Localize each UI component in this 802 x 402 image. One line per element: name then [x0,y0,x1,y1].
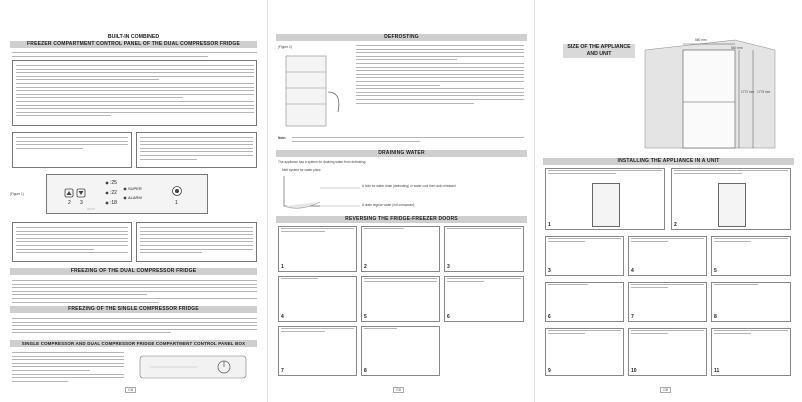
install-step-9-number: 9 [548,368,551,374]
install-step-11 [711,328,791,376]
reverse-step-1-number: 1 [281,264,284,270]
reverse-step-3 [444,226,524,272]
install-step-2 [671,168,791,230]
dim-width: 560 mm [695,38,707,42]
freezer-panel-heading: FREEZER COMPARTMENT CONTROL PANEL OF THE DUAL COMPRESSOR FRIDGE [10,41,257,48]
draining-heading: DRAINING WATER [276,150,527,157]
info-box-left [12,132,132,168]
page-number-left: GB [125,387,136,393]
reverse-step-5 [361,276,440,322]
reversing-heading: REVERSING THE FRIDGE-FREEZER DOORS [276,216,527,223]
reverse-step-2 [361,226,440,272]
figure-2-label: (Figure 2) [278,45,292,49]
install-step-4 [628,236,707,276]
reverse-step-4 [278,276,357,322]
freezing-single-heading: FREEZING OF THE SINGLE COMPRESSOR FRIDGE [10,306,257,313]
freezing-single-text [12,318,257,336]
install-step-4-number: 4 [631,268,634,274]
reverse-step-5-number: 5 [364,314,367,320]
install-step-6-number: 6 [548,314,551,320]
page-middle [268,0,535,402]
install-step-1-number: 1 [548,222,551,228]
panel-number-2: 2 [68,200,71,206]
page-number-right: GB [660,387,671,393]
defrosting-text [356,45,524,106]
drain-label-3: A drain regular water (not composed) [362,203,415,207]
reverse-step-7-number: 7 [281,368,284,374]
super-label: SUPER [128,186,142,191]
drain-diagram [280,172,430,214]
install-step-5-number: 5 [714,268,717,274]
install-step-7-number: 7 [631,314,634,320]
control-panel [46,174,208,214]
install-step-9 [545,328,624,376]
temp-25: :25 [110,180,117,186]
intro-box [12,60,257,126]
figure-1-label: (Figure 1) [10,192,24,196]
freezing-dual-text [12,280,257,305]
defrost-figure [276,52,346,132]
reverse-step-1 [278,226,357,272]
installing-heading: INSTALLING THE APPLIANCE IN A UNIT [543,158,794,165]
single-panel-heading: SINGLE COMPRESSOR AND DUAL COMPRESSOR FRIDGE COMPARTMENT CONTROL PANEL BOX [10,340,257,347]
page-left [0,0,267,402]
panel-number-1: 1 [175,200,178,206]
alarm-label: ALARM [128,195,142,200]
install-step-8 [711,282,791,322]
install-step-7 [628,282,707,322]
install-step-11-number: 11 [714,368,720,374]
install-step-6 [545,282,624,322]
defrost-note-text [292,137,524,144]
reverse-step-6-number: 6 [447,314,450,320]
install-step-8-number: 8 [714,314,717,320]
reverse-step-8-number: 8 [364,368,367,374]
reverse-step-8 [361,326,440,376]
page-right [535,0,802,402]
size-heading: SIZE OF THE APPLIANCE AND UNIT [563,44,635,58]
install-step-10 [628,328,707,376]
temp-22: :22 [110,190,117,196]
install-step-5 [711,236,791,276]
control-box-drawing [138,352,248,382]
install-step-1 [545,168,665,230]
info-box-right [136,132,257,168]
dim-depth: 540 mm [731,46,743,50]
install-step-2-number: 2 [674,222,677,228]
drain-intro: The appliance has a system for draining water from defrosting. [278,160,367,164]
install-step-3 [545,236,624,276]
install-step-3-number: 3 [548,268,551,274]
dim-height-1: 1772 mm [741,90,755,94]
intro-text [12,52,257,59]
reverse-step-6 [444,276,524,322]
defrosting-heading: DEFROSTING [276,34,527,41]
reverse-step-3-number: 3 [447,264,450,270]
info-box-bottom-right [136,222,257,262]
temp-18: :18 [110,200,117,206]
defrost-note-label: Note: [278,136,287,140]
dim-height-2: 1775 mm [757,90,771,94]
reverse-step-4-number: 4 [281,314,284,320]
panel-number-3: 3 [80,200,83,206]
install-step-10-number: 10 [631,368,637,374]
info-box-bottom-left [12,222,132,262]
freezing-dual-heading: FREEZING OF THE DUAL COMPRESSOR FRIDGE [10,268,257,275]
reverse-step-2-number: 2 [364,264,367,270]
size-diagram [635,36,795,156]
drain-label-1: Melt system for water place [282,168,321,172]
reverse-step-7 [278,326,357,376]
single-panel-text [12,352,124,384]
drain-label-2: A hole for water drain (defrosting) or water cool then auto released [362,184,456,188]
page-number-middle: GB [393,387,404,393]
built-in-heading: BUILT-IN COMBINED [107,34,160,40]
